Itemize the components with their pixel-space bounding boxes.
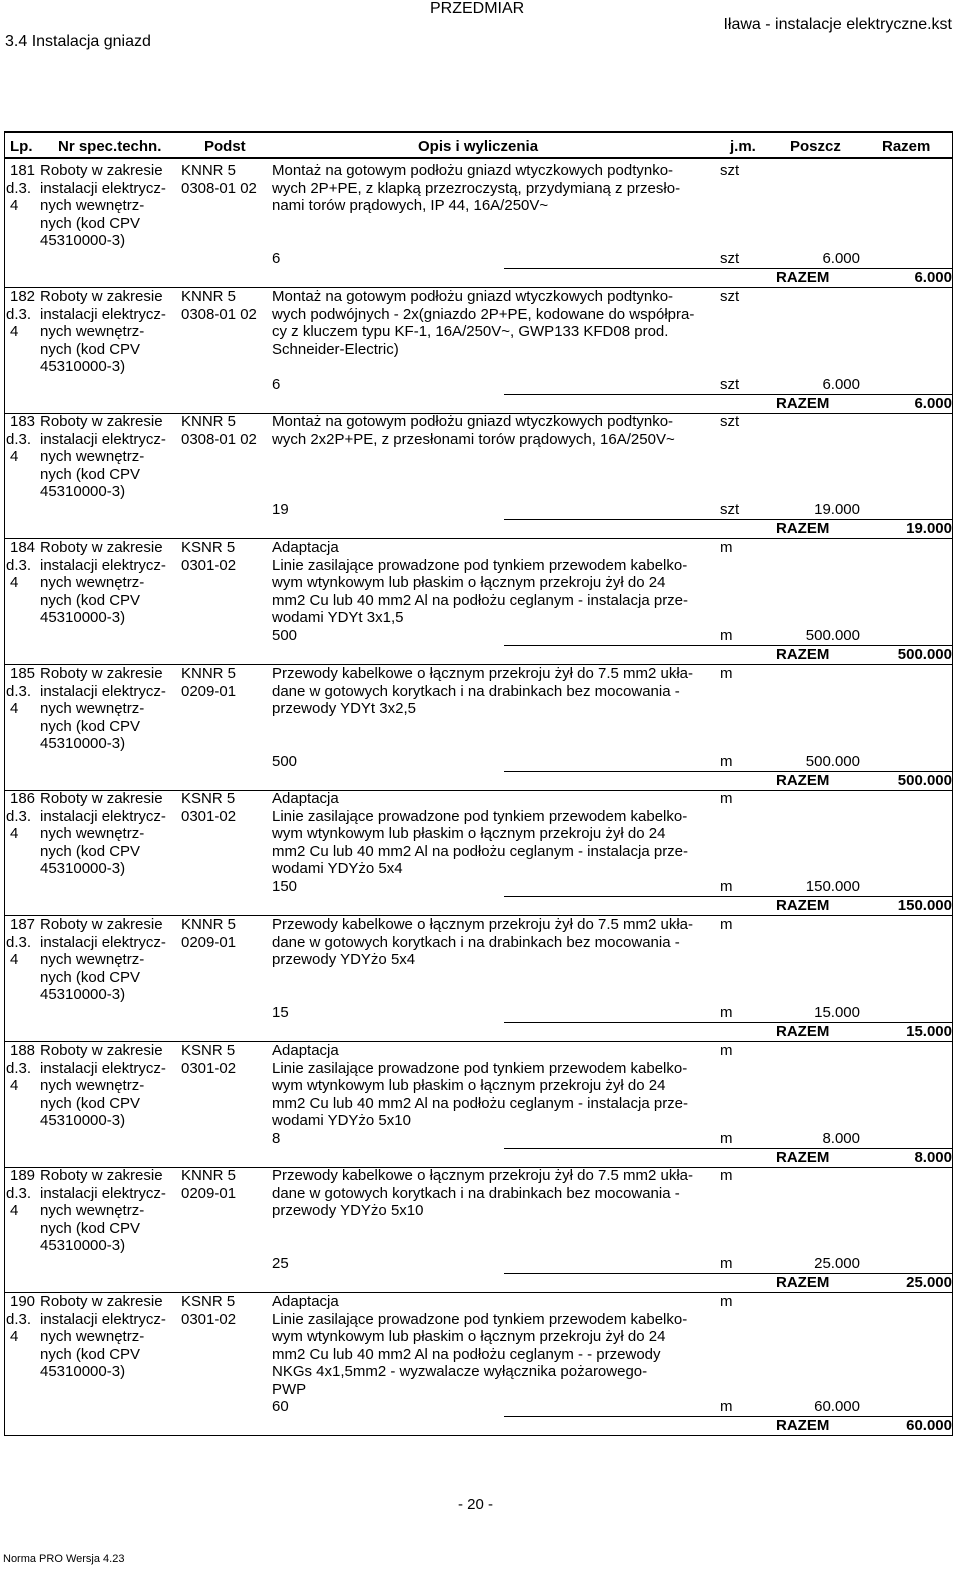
description-line: mm2 Cu lub 40 mm2 Al na podłożu ceglanym - instalacja prze- — [272, 591, 689, 609]
row-spec — [40, 413, 180, 501]
spec-line: instalacji elektrycz- — [40, 430, 166, 448]
row-prefix: d.3. — [6, 1059, 32, 1077]
row-number: 183 — [10, 413, 36, 430]
row-number: 182 — [10, 288, 36, 305]
row-lp — [6, 288, 42, 341]
row-prefix: d.3. — [6, 1184, 32, 1202]
spec-line: nych wewnętrz- — [40, 1328, 145, 1345]
row-lp — [6, 1042, 42, 1095]
document-type: PRZEDMIAR — [430, 0, 525, 17]
spec-line: Roboty w zakresie — [40, 916, 163, 933]
podst-line: 0301-02 — [181, 556, 237, 574]
file-name: Iława - instalacje elektryczne.kst — [723, 16, 952, 33]
row-description — [272, 916, 702, 969]
razem-row — [272, 1149, 952, 1167]
row-number: 185 — [10, 665, 36, 682]
row-unit: m — [720, 1167, 733, 1184]
quantity-unit: szt — [720, 250, 740, 267]
description-line: przewody YDYżo 5x4 — [272, 951, 416, 968]
spec-line: nych (kod CPV — [40, 1219, 141, 1237]
spec-line: Roboty w zakresie — [40, 1293, 163, 1310]
row-spec — [40, 1042, 180, 1130]
row-number: 184 — [10, 539, 36, 556]
podst-line: 0209-01 — [181, 682, 237, 700]
row-unit: m — [720, 1042, 733, 1059]
quantity-value: 500 — [272, 753, 298, 770]
description-line: Schneider-Electric) — [272, 340, 399, 358]
row-podst — [181, 1167, 271, 1202]
row-description — [272, 413, 702, 448]
podst-line: KSNR 5 — [181, 790, 236, 807]
row-prefix-2: 4 — [10, 700, 19, 717]
row-unit: szt — [720, 288, 740, 305]
description-line: Adaptacja — [272, 1042, 339, 1059]
razem-label: RAZEM — [776, 1149, 830, 1166]
podst-line: 0301-02 — [181, 1059, 237, 1077]
row-prefix: d.3. — [6, 682, 32, 700]
spec-line: 45310000-3) — [40, 986, 126, 1003]
row-prefix: d.3. — [6, 1310, 32, 1328]
description-line: cy z kluczem typu KF-1, 16A/250V~, GWP133 KFD08 prod. — [272, 323, 669, 340]
row-spec — [40, 1167, 180, 1255]
podst-line: 0301-02 — [181, 1310, 237, 1328]
description-line: PWP — [272, 1380, 307, 1398]
podst-line: 0209-01 — [181, 1184, 237, 1202]
quantity-row — [272, 501, 952, 519]
row-podst — [181, 665, 271, 700]
spec-line: nych (kod CPV — [40, 717, 141, 735]
description-line: Linie zasilające prowadzone pod tynkiem przewodem kabelko- — [272, 1310, 688, 1328]
row-prefix: d.3. — [6, 305, 32, 323]
col-lp: Lp. — [10, 138, 33, 155]
row-lp — [6, 539, 42, 592]
row-prefix: d.3. — [6, 179, 32, 197]
description-line: Linie zasilające prowadzone pod tynkiem przewodem kabelko- — [272, 556, 688, 574]
quantity-unit: m — [720, 627, 733, 644]
razem-value: 6.000 — [914, 269, 952, 286]
razem-value: 500.000 — [897, 646, 952, 663]
row-prefix-2: 4 — [10, 197, 19, 214]
spec-line: instalacji elektrycz- — [40, 179, 166, 197]
footer-text: Norma PRO Wersja 4.23 — [3, 1553, 125, 1565]
row-podst — [181, 539, 271, 574]
row-prefix-2: 4 — [10, 574, 19, 591]
quantity-row — [272, 376, 952, 394]
row-podst — [181, 162, 271, 197]
poszcz-value: 6.000 — [822, 376, 860, 393]
razem-value: 500.000 — [897, 772, 952, 789]
podst-line: KNNR 5 — [181, 288, 237, 305]
description-line: Linie zasilające prowadzone pod tynkiem przewodem kabelko- — [272, 1059, 688, 1077]
description-line: mm2 Cu lub 40 mm2 Al na podłożu ceglanym - instalacja prze- — [272, 1094, 689, 1112]
spec-line: Roboty w zakresie — [40, 665, 163, 682]
description-line: Przewody kabelkowe o łącznym przekroju żył do 7.5 mm2 ukła- — [272, 916, 694, 933]
spec-line: nych wewnętrz- — [40, 574, 145, 591]
spec-line: nych wewnętrz- — [40, 700, 145, 717]
razem-label: RAZEM — [776, 897, 830, 914]
quantity-unit: m — [720, 753, 733, 770]
podst-line: KNNR 5 — [181, 916, 237, 933]
razem-row — [272, 646, 952, 664]
row-podst — [181, 790, 271, 825]
quantity-row — [272, 627, 952, 645]
col-spec: Nr spec.techn. — [58, 138, 162, 155]
podst-line: KNNR 5 — [181, 413, 237, 430]
row-podst — [181, 413, 271, 448]
quantity-row — [272, 1130, 952, 1148]
razem-label: RAZEM — [776, 1274, 830, 1291]
description-line: Przewody kabelkowe o łącznym przekroju żył do 7.5 mm2 ukła- — [272, 665, 694, 682]
description-line: wych podwójnych - 2x(gniazdo 2P+PE, kodowane do współpra- — [272, 305, 695, 323]
row-prefix-2: 4 — [10, 951, 19, 968]
spec-line: 45310000-3) — [40, 609, 126, 626]
razem-row — [272, 897, 952, 915]
spec-line: Roboty w zakresie — [40, 1042, 163, 1059]
podst-line: KSNR 5 — [181, 1293, 236, 1310]
quantity-value: 25 — [272, 1255, 289, 1272]
description-line: Montaż na gotowym podłożu gniazd wtyczkowych podtynko- — [272, 288, 674, 305]
row-description — [272, 539, 702, 627]
podst-line: 0301-02 — [181, 807, 237, 825]
col-poszcz: Poszcz — [790, 138, 841, 155]
description-line: NKGs 4x1,5mm2 - wyzwalacze wyłącznika pożarowego- — [272, 1363, 648, 1380]
razem-label: RAZEM — [776, 1023, 830, 1040]
podst-line: 0308-01 02 — [181, 305, 257, 323]
spec-line: 45310000-3) — [40, 1237, 126, 1254]
description-line: wych 2P+PE, z klapką przezroczystą, przydymianą z przesło- — [272, 179, 681, 197]
description-line: wodami YDYt 3x1,5 — [272, 609, 404, 626]
description-line: wodami YDYżo 5x10 — [272, 1112, 411, 1129]
razem-value: 60.000 — [906, 1417, 952, 1434]
quantity-unit: m — [720, 878, 733, 895]
quantity-row — [272, 1398, 952, 1416]
razem-value: 25.000 — [906, 1274, 952, 1291]
podst-line: 0308-01 02 — [181, 430, 257, 448]
spec-line: instalacji elektrycz- — [40, 1310, 166, 1328]
row-lp — [6, 1293, 42, 1346]
row-lp — [6, 1167, 42, 1220]
quantity-value: 6 — [272, 376, 281, 393]
spec-line: nych (kod CPV — [40, 591, 141, 609]
quantity-unit: szt — [720, 501, 740, 518]
row-unit: m — [720, 539, 733, 556]
page-header — [0, 0, 960, 60]
row-spec — [40, 916, 180, 1004]
row-unit: m — [720, 916, 733, 933]
description-line: przewody YDYżo 5x10 — [272, 1202, 424, 1219]
poszcz-value: 19.000 — [814, 501, 860, 518]
quantity-row — [272, 878, 952, 896]
row-prefix-2: 4 — [10, 825, 19, 842]
description-line: dane w gotowych korytkach i na drabinkach bez mocowania - — [272, 682, 680, 700]
description-line: nami torów prądowych, IP 44, 16A/250V~ — [272, 197, 549, 214]
quantity-unit: szt — [720, 376, 740, 393]
row-prefix-2: 4 — [10, 448, 19, 465]
row-podst — [181, 288, 271, 323]
description-line: dane w gotowych korytkach i na drabinkach bez mocowania - — [272, 933, 680, 951]
description-line: mm2 Cu lub 40 mm2 Al na podłożu ceglanym - instalacja prze- — [272, 842, 689, 860]
description-line: Linie zasilające prowadzone pod tynkiem przewodem kabelko- — [272, 807, 688, 825]
row-prefix-2: 4 — [10, 1077, 19, 1094]
spec-line: instalacji elektrycz- — [40, 933, 166, 951]
quantity-unit: m — [720, 1398, 733, 1415]
spec-line: nych wewnętrz- — [40, 1202, 145, 1219]
row-spec — [40, 539, 180, 627]
row-lp — [6, 790, 42, 843]
razem-label: RAZEM — [776, 772, 830, 789]
spec-line: Roboty w zakresie — [40, 162, 163, 179]
row-spec — [40, 790, 180, 878]
row-spec — [40, 1293, 180, 1381]
poszcz-value: 6.000 — [822, 250, 860, 267]
row-prefix: d.3. — [6, 933, 32, 951]
row-podst — [181, 1042, 271, 1077]
spec-line: 45310000-3) — [40, 860, 126, 877]
row-spec — [40, 288, 180, 376]
row-lp — [6, 916, 42, 969]
description-line: przewody YDYt 3x2,5 — [272, 700, 416, 717]
razem-value: 8.000 — [914, 1149, 952, 1166]
col-jm: j.m. — [730, 138, 756, 155]
spec-line: 45310000-3) — [40, 358, 126, 375]
poszcz-value: 8.000 — [822, 1130, 860, 1147]
row-spec — [40, 665, 180, 753]
description-line: Adaptacja — [272, 539, 339, 556]
row-podst — [181, 1293, 271, 1328]
spec-line: instalacji elektrycz- — [40, 682, 166, 700]
row-number: 187 — [10, 916, 36, 933]
poszcz-value: 60.000 — [814, 1398, 860, 1415]
description-line: wym wtynkowym lub płaskim o łącznym przekroju żył do 24 — [272, 1077, 666, 1094]
row-unit: m — [720, 790, 733, 807]
spec-line: Roboty w zakresie — [40, 790, 163, 807]
podst-line: KNNR 5 — [181, 665, 237, 682]
row-prefix-2: 4 — [10, 1202, 19, 1219]
spec-line: Roboty w zakresie — [40, 539, 163, 556]
row-lp — [6, 665, 42, 718]
row-description — [272, 665, 702, 718]
poszcz-value: 500.000 — [805, 753, 860, 770]
razem-row — [272, 520, 952, 538]
table-header — [4, 131, 953, 159]
spec-line: nych (kod CPV — [40, 214, 141, 232]
spec-line: 45310000-3) — [40, 483, 126, 500]
razem-value: 15.000 — [906, 1023, 952, 1040]
spec-line: nych wewnętrz- — [40, 197, 145, 214]
podst-line: KNNR 5 — [181, 162, 237, 179]
podst-line: 0209-01 — [181, 933, 237, 951]
row-number: 188 — [10, 1042, 36, 1059]
row-spec — [40, 162, 180, 250]
razem-row — [272, 1023, 952, 1041]
row-lp — [6, 162, 42, 215]
podst-line: KSNR 5 — [181, 539, 236, 556]
row-description — [272, 288, 702, 358]
razem-row — [272, 1417, 952, 1435]
poszcz-value: 150.000 — [805, 878, 860, 895]
row-unit: m — [720, 665, 733, 682]
spec-line: nych (kod CPV — [40, 1094, 141, 1112]
description-line: wym wtynkowym lub płaskim o łącznym przekroju żył do 24 — [272, 1328, 666, 1345]
row-description — [272, 1167, 702, 1220]
row-prefix: d.3. — [6, 430, 32, 448]
row-unit: szt — [720, 413, 740, 430]
razem-label: RAZEM — [776, 1417, 830, 1434]
row-prefix-2: 4 — [10, 323, 19, 340]
table-border-right — [952, 131, 953, 1436]
row-prefix: d.3. — [6, 807, 32, 825]
row-prefix-2: 4 — [10, 1328, 19, 1345]
spec-line: Roboty w zakresie — [40, 1167, 163, 1184]
razem-label: RAZEM — [776, 395, 830, 412]
description-line: Montaż na gotowym podłożu gniazd wtyczkowych podtynko- — [272, 413, 674, 430]
table-border-left — [4, 131, 5, 1436]
quantity-value: 60 — [272, 1398, 289, 1415]
description-line: mm2 Cu lub 40 mm2 Al na podłożu ceglanym - - przewody — [272, 1345, 661, 1363]
description-line: Przewody kabelkowe o łącznym przekroju żył do 7.5 mm2 ukła- — [272, 1167, 694, 1184]
podst-line: 0308-01 02 — [181, 179, 257, 197]
description-line: Montaż na gotowym podłożu gniazd wtyczkowych podtynko- — [272, 162, 674, 179]
spec-line: Roboty w zakresie — [40, 288, 163, 305]
razem-row — [272, 395, 952, 413]
description-line: wodami YDYżo 5x4 — [272, 860, 403, 877]
spec-line: instalacji elektrycz- — [40, 1184, 166, 1202]
col-podst: Podst — [204, 138, 246, 155]
description-line: wym wtynkowym lub płaskim o łącznym przekroju żył do 24 — [272, 825, 666, 842]
quantity-unit: m — [720, 1130, 733, 1147]
row-description — [272, 1042, 702, 1130]
razem-label: RAZEM — [776, 269, 830, 286]
quantity-row — [272, 250, 952, 268]
razem-row — [272, 1274, 952, 1292]
spec-line: nych (kod CPV — [40, 465, 141, 483]
description-line: wym wtynkowym lub płaskim o łącznym przekroju żył do 24 — [272, 574, 666, 591]
spec-line: instalacji elektrycz- — [40, 305, 166, 323]
row-unit: m — [720, 1293, 733, 1310]
quantity-value: 8 — [272, 1130, 281, 1147]
quantity-row — [272, 1255, 952, 1273]
description-line: dane w gotowych korytkach i na drabinkach bez mocowania - — [272, 1184, 680, 1202]
spec-line: 45310000-3) — [40, 232, 126, 249]
row-unit: szt — [720, 162, 740, 179]
spec-line: nych wewnętrz- — [40, 448, 145, 465]
quantity-row — [272, 1004, 952, 1022]
row-description — [272, 162, 702, 215]
row-description — [272, 1293, 702, 1398]
razem-label: RAZEM — [776, 520, 830, 537]
col-razem: Razem — [882, 138, 931, 155]
quantity-row — [272, 753, 952, 771]
quantity-value: 6 — [272, 250, 281, 267]
spec-line: instalacji elektrycz- — [40, 807, 166, 825]
description-line: Adaptacja — [272, 1293, 339, 1310]
spec-line: 45310000-3) — [40, 1363, 126, 1380]
spec-line: nych wewnętrz- — [40, 323, 145, 340]
spec-line: nych wewnętrz- — [40, 825, 145, 842]
spec-line: nych wewnętrz- — [40, 951, 145, 968]
razem-row — [272, 772, 952, 790]
podst-line: KSNR 5 — [181, 1042, 236, 1059]
quantity-unit: m — [720, 1255, 733, 1272]
razem-value: 150.000 — [897, 897, 952, 914]
razem-label: RAZEM — [776, 646, 830, 663]
spec-line: nych wewnętrz- — [40, 1077, 145, 1094]
quantity-unit: m — [720, 1004, 733, 1021]
razem-value: 19.000 — [906, 520, 952, 537]
spec-line: nych (kod CPV — [40, 968, 141, 986]
spec-line: instalacji elektrycz- — [40, 556, 166, 574]
spec-line: nych (kod CPV — [40, 1345, 141, 1363]
row-divider — [4, 1435, 953, 1436]
row-description — [272, 790, 702, 878]
row-number: 186 — [10, 790, 36, 807]
row-lp — [6, 413, 42, 466]
section-title: 3.4 Instalacja gniazd — [5, 33, 151, 50]
quantity-value: 19 — [272, 501, 289, 518]
quantity-value: 500 — [272, 627, 298, 644]
razem-row — [272, 269, 952, 287]
row-prefix: d.3. — [6, 556, 32, 574]
row-number: 189 — [10, 1167, 36, 1184]
row-number: 181 — [10, 162, 36, 179]
quantity-value: 15 — [272, 1004, 289, 1021]
podst-line: KNNR 5 — [181, 1167, 237, 1184]
quantity-value: 150 — [272, 878, 298, 895]
page-number: - 20 - — [458, 1496, 494, 1513]
spec-line: 45310000-3) — [40, 735, 126, 752]
spec-line: nych (kod CPV — [40, 340, 141, 358]
description-line: wych 2x2P+PE, z przesłonami torów prądowych, 16A/250V~ — [272, 430, 675, 448]
row-podst — [181, 916, 271, 951]
col-opis: Opis i wyliczenia — [418, 138, 539, 155]
spec-line: nych (kod CPV — [40, 842, 141, 860]
spec-line: 45310000-3) — [40, 1112, 126, 1129]
description-line: Adaptacja — [272, 790, 339, 807]
poszcz-value: 500.000 — [805, 627, 860, 644]
row-number: 190 — [10, 1293, 36, 1310]
poszcz-value: 25.000 — [814, 1255, 860, 1272]
razem-value: 6.000 — [914, 395, 952, 412]
poszcz-value: 15.000 — [814, 1004, 860, 1021]
spec-line: instalacji elektrycz- — [40, 1059, 166, 1077]
spec-line: Roboty w zakresie — [40, 413, 163, 430]
